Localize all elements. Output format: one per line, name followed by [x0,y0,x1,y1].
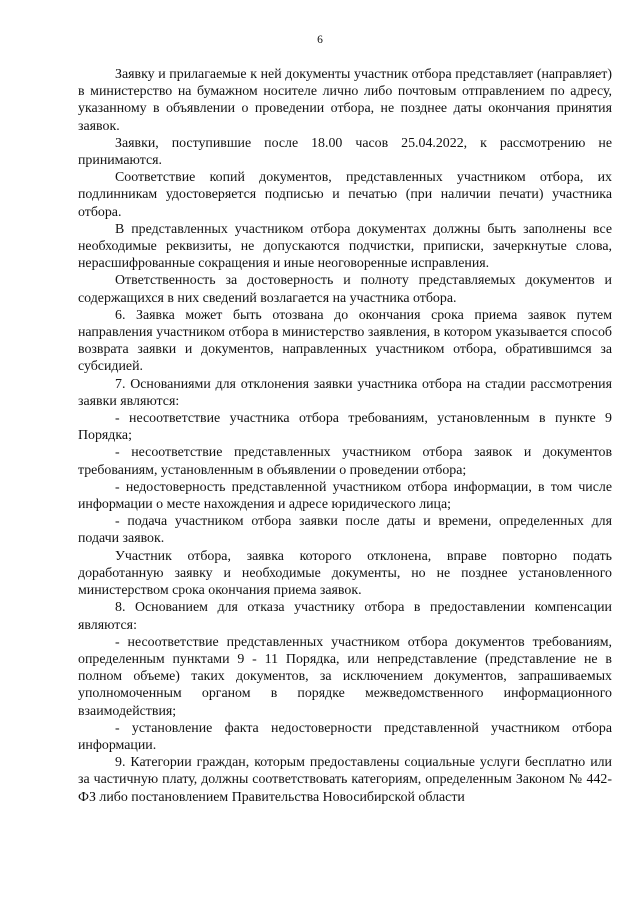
paragraph-responsibility: Ответственность за достоверность и полноту представляемых документов и содержащихся в них сведений возлагается на участника отбора. [78,273,612,306]
paragraph-submission: Заявку и прилагаемые к ней документы участник отбора представляет (направляет) в министерство на бумажном носителе лично либо почтовым отправлением по адресу, указанному в объявлении о проведении отбора, не позднее даты окончания принятия заявок. [78,67,612,134]
list-item-7-2: - несоответствие представленных участником отбора заявок и документов требованиям, установленным в объявлении о проведении отбора; [78,445,612,478]
list-item-7-3: - недостоверность представленной участником отбора информации, в том числе информации о месте нахождения и адресе юридического лица; [78,479,612,513]
list-item-8-1: - несоответствие представленных участником отбора документов требованиям, определенным пунктами 9 - 11 Порядка, или непредставление (представление не в полном объеме) таких документов, за исключением документов, запрашиваемых уполномоченным органом в порядке межведомственного информационного взаимодействия; [78,634,612,719]
paragraph-requisites: В представленных участником отбора документах должны быть заполнены все необходимые реквизиты, не допускаются подчистки, приписки, зачеркнутые слова, нерасшифрованные сокращения и иные неоговоренные исправления. [78,221,612,272]
paragraph-copies: Соответствие копий документов, представленных участником отбора, их подлинникам удостоверяется подписью и печатью (при наличии печати) участника отбора. [78,170,612,220]
paragraph-resubmission: Участник отбора, заявка которого отклонена, вправе повторно подать доработанную заявку и необходимые документы, но не позднее установленного министерством срока окончания приема заявок. [78,548,612,599]
paragraph-item-8: 8. Основанием для отказа участнику отбора в предоставлении компенсации являются: [78,600,612,633]
paragraph-item-7: 7. Основаниями для отклонения заявки участника отбора на стадии рассмотрения заявки являются: [78,376,612,409]
list-item-8-2: - установление факта недостоверности представленной участником отбора информации. [78,720,612,753]
paragraph-item-6: 6. Заявка может быть отозвана до окончания срока приема заявок путем направления участником отбора в министерство заявления, в котором указывается способ возврата заявки и документов, направленных участником отбора, обратившимся за субсидией. [78,307,612,375]
page-number: 6 [317,34,323,46]
list-item-7-1: - несоответствие участника отбора требованиям, установленным в пункте 9 Порядка; [78,411,612,444]
paragraph-item-9: 9. Категории граждан, которым предоставлены социальные услуги бесплатно или за частичную плату, должны соответствовать категориям, определенным Законом № 442-ФЗ либо постановлением Правительства Новосибирской области [78,755,612,805]
paragraph-deadline: Заявки, поступившие после 18.00 часов 25.04.2022, к рассмотрению не принимаются. [78,135,612,169]
document-body [78,66,612,806]
list-item-7-4: - подача участником отбора заявки после даты и времени, определенных для подачи заявок. [78,514,612,547]
